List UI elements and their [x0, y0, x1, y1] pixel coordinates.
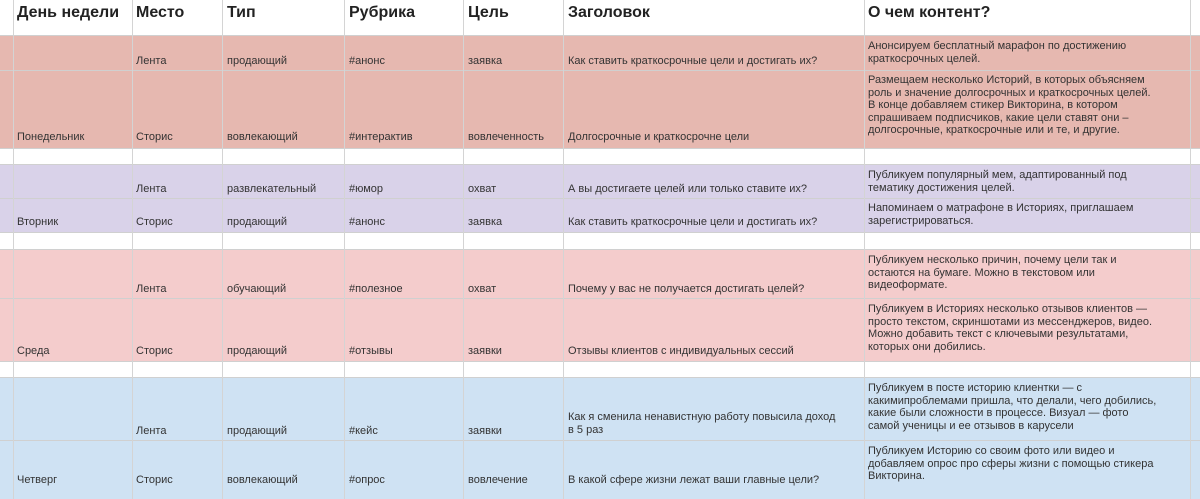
header-goal: Цель: [468, 4, 509, 21]
cell-title: Как я сменила ненавистную работу повысила доход в 5 раз: [568, 411, 836, 436]
cell-goal: охват: [468, 183, 497, 195]
day-label-monday: Понедельник: [17, 131, 85, 143]
cell-title: В какой сфере жизни лежат ваши главные цели?: [568, 474, 820, 486]
cell-title: Долгосрочные и краткосрочне цели: [568, 131, 750, 143]
cell-type: продающий: [227, 55, 288, 67]
header-title: Заголовок: [568, 4, 650, 21]
cell-title: А вы достигаете целей или только ставите их?: [568, 183, 807, 195]
header-day: День недели: [17, 4, 120, 21]
cell-rubric: #интерактив: [349, 131, 413, 143]
cell-type: развлекательный: [227, 183, 317, 195]
cell-content: Напоминаем о матрафоне в Историях, приглашаем зарегистрироваться.: [868, 202, 1134, 227]
header-rubric: Рубрика: [349, 4, 415, 21]
cell-title: Почему у вас не получается достигать целей?: [568, 283, 805, 295]
cell-rubric: #опрос: [349, 474, 385, 486]
cell-goal: заявки: [468, 425, 502, 437]
cell-goal: охват: [468, 283, 497, 295]
cell-goal: вовлеченность: [468, 131, 544, 143]
cell-type: вовлекающий: [227, 131, 298, 143]
cell-goal: вовлечение: [468, 474, 528, 486]
cell-place: Сторис: [136, 345, 173, 357]
cell-type: вовлекающий: [227, 474, 298, 486]
cell-goal: заявки: [468, 345, 502, 357]
cell-place: Лента: [136, 425, 167, 437]
header-type: Тип: [227, 4, 256, 21]
cell-rubric: #полезное: [349, 283, 403, 295]
cell-title: Отзывы клиентов с индивидуальных сессий: [568, 345, 794, 357]
cell-title: Как ставить краткосрочные цели и достигать их?: [568, 216, 818, 228]
cell-content: Размещаем несколько Историй, в которых объясняем роль и значение долгосрочных и краткосрочных целей. В конце добавляем стикер Викторина, в котором спрашиваем подписчиков, какие цели ставят они – долгосрочные, краткосрочные или и те, и другие.: [868, 74, 1151, 137]
header-place: Место: [136, 4, 185, 21]
cell-content: Публикуем Историю со своим фото или видео и добавляем опрос про сферы жизни с помощью стикера Викторина.: [868, 445, 1154, 483]
cell-type: продающий: [227, 425, 288, 437]
header-content: О чем контент?: [868, 4, 991, 21]
cell-place: Сторис: [136, 131, 173, 143]
cell-content: Публикуем в посте историю клиентки — с какимипроблемами пришла, что делали, чего добились, какие были сложности в процессе. Визуал — фото самой ученицы и ее отзывов в карусели: [868, 382, 1157, 432]
day-label-tuesday: Вторник: [17, 216, 59, 228]
day-label-wednesday: Среда: [17, 345, 50, 357]
cell-rubric: #юмор: [349, 183, 384, 195]
cell-place: Сторис: [136, 216, 173, 228]
day-label-thursday: Четверг: [17, 474, 58, 486]
cell-goal: заявка: [468, 55, 503, 67]
cell-rubric: #отзывы: [349, 345, 393, 357]
cell-place: Лента: [136, 283, 167, 295]
cell-content: Публикуем в Историях несколько отзывов клиентов — просто текстом, скриншотами из мессенджеров, видео. Можно добавить текст с ключевыми результатами, которых они добились.: [868, 303, 1153, 353]
cell-rubric: #анонс: [349, 55, 386, 67]
cell-rubric: #анонс: [349, 216, 386, 228]
cell-type: продающий: [227, 345, 288, 357]
cell-content: Публикуем несколько причин, почему цели так и остаются на бумаге. Можно в текстовом или видеоформате.: [868, 254, 1117, 292]
cell-place: Лента: [136, 183, 167, 195]
cell-title: Как ставить краткосрочные цели и достигать их?: [568, 55, 818, 67]
cell-content: Публикуем популярный мем, адаптированный под тематику достижения целей.: [868, 169, 1127, 194]
cell-type: обучающий: [227, 283, 287, 295]
cell-content: Анонсируем бесплатный марафон по достижению краткосрочных целей.: [868, 40, 1127, 65]
cell-type: продающий: [227, 216, 288, 228]
cell-place: Сторис: [136, 474, 173, 486]
cell-place: Лента: [136, 55, 167, 67]
cell-goal: заявка: [468, 216, 503, 228]
cell-rubric: #кейс: [349, 425, 378, 437]
